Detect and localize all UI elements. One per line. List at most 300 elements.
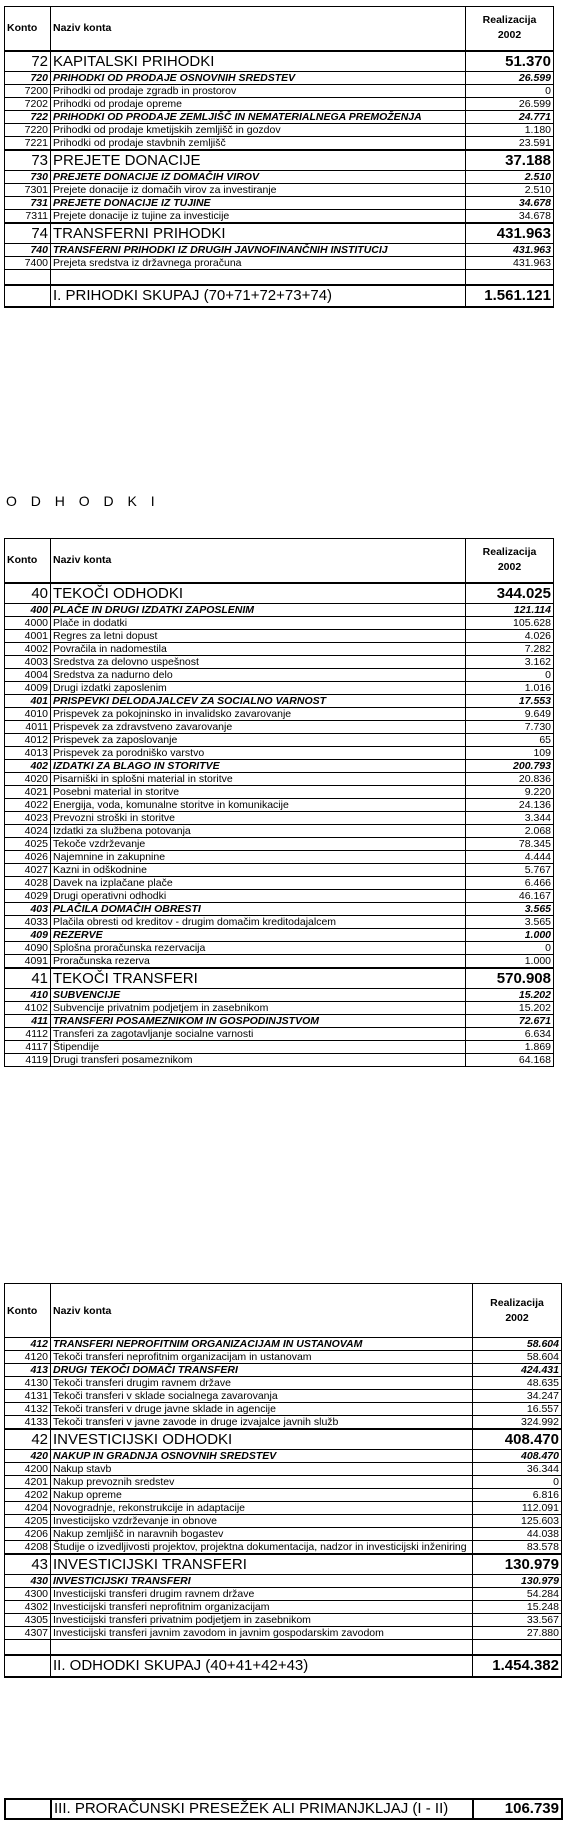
konto-cell: 4026 [5,850,51,863]
value-cell: 3.565 [466,902,554,915]
table-row [5,51,554,72]
table-row [5,183,554,196]
header-konto: Konto [5,7,51,51]
value-cell: 0 [466,84,554,97]
naziv-cell: TRANSFERNI PRIHODKI IZ DRUGIH JAVNOFINANČNIH INSTITUCIJ [51,243,466,256]
value-cell: 0 [473,1476,562,1489]
table-row [5,1627,562,1640]
konto-cell: 4117 [5,1040,51,1053]
table-row [5,889,554,902]
table-row [5,629,554,642]
value-cell: 26.599 [466,71,554,84]
konto-cell: 722 [5,110,51,123]
table-row [5,1014,554,1027]
naziv-cell: Drugi transferi posameznikom [51,1053,466,1066]
naziv-cell: Nakup stavb [51,1463,473,1476]
table-row [5,97,554,110]
konto-cell: 4208 [5,1541,51,1555]
value-cell: 17.553 [466,694,554,707]
naziv-cell: KAPITALSKI PRIHODKI [51,51,466,72]
konto-cell: 4013 [5,746,51,759]
konto-cell: 7301 [5,183,51,196]
value-cell: 7.730 [466,720,554,733]
konto-cell: 4119 [5,1053,51,1066]
konto-cell: 410 [5,988,51,1001]
naziv-cell: Tekoči transferi drugim ravnem države [51,1377,473,1390]
konto-cell: 4024 [5,824,51,837]
naziv-cell: Investicijski transferi neprofitnim organizacijam [51,1601,473,1614]
value-cell: 48.635 [473,1377,562,1390]
value-cell: 4.444 [466,850,554,863]
naziv-cell: PREJETE DONACIJE IZ TUJINE [51,196,466,209]
value-cell: 78.345 [466,837,554,850]
naziv-cell: Proračunska rezerva [51,954,466,968]
header-realizacija-line2: 2002 [505,1311,529,1324]
value-cell: 431.963 [466,243,554,256]
naziv-cell: TRANSFERI NEPROFITNIM ORGANIZACIJAM IN USTANOVAM [51,1338,473,1351]
table-row [5,707,554,720]
expenditure-table-continued [4,1283,562,1678]
konto-cell: 4010 [5,707,51,720]
value-cell: 109 [466,746,554,759]
konto-cell: 4112 [5,1027,51,1040]
value-cell: 83.578 [473,1541,562,1555]
konto-cell: 4025 [5,837,51,850]
naziv-cell: Sredstva za nadurno delo [51,668,466,681]
value-cell: 3.344 [466,811,554,824]
table-row [5,1489,562,1502]
naziv-cell: Nakup prevoznih sredstev [51,1476,473,1489]
value-cell: 44.038 [473,1528,562,1541]
konto-cell: 42 [5,1429,51,1450]
konto-cell: 409 [5,928,51,941]
value-cell: 112.091 [473,1502,562,1515]
konto-cell: 4090 [5,941,51,954]
spacer-cell [473,1640,562,1656]
table-row [5,136,554,150]
naziv-cell: Kazni in odškodnine [51,863,466,876]
naziv-cell: Prihodki od prodaje stavbnih zemljišč [51,136,466,150]
value-cell: 0 [466,668,554,681]
table-row [5,988,554,1001]
naziv-cell: NAKUP IN GRADNJA OSNOVNIH SREDSTEV [51,1450,473,1463]
value-cell: 20.836 [466,772,554,785]
value-cell: 6.634 [466,1027,554,1040]
total-value: 1.561.121 [466,285,554,307]
konto-cell: 4012 [5,733,51,746]
konto-cell: 403 [5,902,51,915]
table-row [5,824,554,837]
surplus-row [5,1799,562,1819]
naziv-cell: PRIHODKI OD PRODAJE ZEMLJIŠČ IN NEMATERIALNEGA PREMOŽENJA [51,110,466,123]
table-row [5,642,554,655]
konto-cell: 401 [5,694,51,707]
naziv-cell: Izdatki za službena potovanja [51,824,466,837]
konto-cell: 4200 [5,1463,51,1476]
value-cell: 58.604 [473,1338,562,1351]
table-row [5,243,554,256]
naziv-cell: INVESTICIJSKI ODHODKI [51,1429,473,1450]
value-cell: 72.671 [466,1014,554,1027]
table-row [5,941,554,954]
value-cell: 105.628 [466,616,554,629]
value-cell: 37.188 [466,150,554,171]
value-cell: 26.599 [466,97,554,110]
konto-cell: 420 [5,1450,51,1463]
revenue-table [4,6,554,308]
naziv-cell: Nakup opreme [51,1489,473,1502]
naziv-cell: Prispevek za porodniško varstvo [51,746,466,759]
konto-cell: 4131 [5,1390,51,1403]
header-realizacija-line1: Realizacija [490,1296,544,1309]
konto-cell: 4130 [5,1377,51,1390]
konto-cell: 7221 [5,136,51,150]
table-row [5,170,554,183]
naziv-cell: TRANSFERNI PRIHODKI [51,223,466,244]
value-cell: 3.162 [466,655,554,668]
value-cell: 125.603 [473,1515,562,1528]
table-row [5,1554,562,1575]
table-row [5,720,554,733]
konto-cell: 74 [5,223,51,244]
value-cell: 4.026 [466,629,554,642]
table-row [5,1403,562,1416]
table-row [5,1528,562,1541]
table-row [5,1053,554,1066]
value-cell: 0 [466,941,554,954]
value-cell: 121.114 [466,603,554,616]
value-cell: 24.771 [466,110,554,123]
table-row [5,915,554,928]
table-row [5,209,554,223]
naziv-cell: Investicijsko vzdrževanje in obnove [51,1515,473,1528]
konto-cell: 7202 [5,97,51,110]
table-row [5,1027,554,1040]
naziv-cell: Investicijski transferi drugim ravnem države [51,1588,473,1601]
header-row [5,1284,562,1338]
konto-cell: 4000 [5,616,51,629]
value-cell: 27.880 [473,1627,562,1640]
naziv-cell: TRANSFERI POSAMEZNIKOM IN GOSPODINJSTVOM [51,1014,466,1027]
naziv-cell: Drugi izdatki zaposlenim [51,681,466,694]
konto-cell: 73 [5,150,51,171]
value-cell: 9.220 [466,785,554,798]
header-realizacija-line1: Realizacija [482,546,537,559]
konto-cell: 4305 [5,1614,51,1627]
total-value: 1.454.382 [473,1655,562,1677]
header-row [5,539,554,583]
naziv-cell: IZDATKI ZA BLAGO IN STORITVE [51,759,466,772]
naziv-cell: Davek na izplačane plače [51,876,466,889]
header-naziv: Naziv konta [51,539,466,583]
naziv-cell: Štipendije [51,1040,466,1053]
table-row [5,681,554,694]
naziv-cell: PRIHODKI OD PRODAJE OSNOVNIH SREDSTEV [51,71,466,84]
konto-cell: 413 [5,1364,51,1377]
konto-cell: 4004 [5,668,51,681]
surplus-value: 106.739 [473,1799,562,1819]
header-realizacija [466,539,554,583]
table-row [5,150,554,171]
table-row [5,583,554,604]
konto-cell: 4102 [5,1001,51,1014]
value-cell: 431.963 [466,256,554,269]
table-row [5,811,554,824]
header-realizacija-line1: Realizacija [482,14,537,27]
konto-cell: 4029 [5,889,51,902]
value-cell: 16.557 [473,1403,562,1416]
value-cell: 33.567 [473,1614,562,1627]
table-row [5,954,554,968]
naziv-cell: TEKOČI TRANSFERI [51,968,466,989]
table-row [5,655,554,668]
total-row [5,285,554,307]
value-cell: 58.604 [473,1351,562,1364]
header-naziv: Naziv konta [51,7,466,51]
table-row [5,1416,562,1430]
konto-cell: 40 [5,583,51,604]
value-cell: 54.284 [473,1588,562,1601]
table-row [5,785,554,798]
table-row [5,1040,554,1053]
naziv-cell: Drugi operativni odhodki [51,889,466,902]
value-cell: 36.344 [473,1463,562,1476]
value-cell: 2.510 [466,170,554,183]
table-row [5,1614,562,1627]
section-title-odhodki: O D H O D K I [6,493,160,509]
naziv-cell: Sredstva za delovno uspešnost [51,655,466,668]
total-row [5,1655,562,1677]
konto-cell: 7400 [5,256,51,269]
naziv-cell: PLAČILA DOMAČIH OBRESTI [51,902,466,915]
value-cell: 1.000 [466,928,554,941]
table-row [5,71,554,84]
value-cell: 3.565 [466,915,554,928]
table-row [5,223,554,244]
header-realizacija-line2: 2002 [497,29,522,42]
konto-cell: 7311 [5,209,51,223]
table-row [5,694,554,707]
konto-cell: 4023 [5,811,51,824]
value-cell: 570.908 [466,968,554,989]
table-row [5,603,554,616]
naziv-cell: Investicijski transferi privatnim podjetjem in zasebnikom [51,1614,473,1627]
konto-cell: 411 [5,1014,51,1027]
table-row [5,1463,562,1476]
value-cell: 1.180 [466,123,554,136]
value-cell: 51.370 [466,51,554,72]
table-row [5,850,554,863]
naziv-cell: PLAČE IN DRUGI IZDATKI ZAPOSLENIM [51,603,466,616]
konto-cell: 43 [5,1554,51,1575]
naziv-cell: PREJETE DONACIJE [51,150,466,171]
naziv-cell: Tekoči transferi v javne zavode in druge izvajalce javnih služb [51,1416,473,1430]
table-row [5,1502,562,1515]
table-row [5,759,554,772]
konto-cell: 402 [5,759,51,772]
table-row [5,1364,562,1377]
value-cell: 5.767 [466,863,554,876]
value-cell: 34.678 [466,209,554,223]
value-cell: 2.068 [466,824,554,837]
header-konto: Konto [5,1284,51,1338]
naziv-cell: REZERVE [51,928,466,941]
table-row [5,110,554,123]
naziv-cell: Prihodki od prodaje kmetijskih zemljišč in gozdov [51,123,466,136]
naziv-cell: Plače in dodatki [51,616,466,629]
value-cell: 408.470 [473,1429,562,1450]
table-row [5,123,554,136]
table-row [5,256,554,269]
table-row [5,1338,562,1351]
konto-cell: 4027 [5,863,51,876]
naziv-cell: Študije o izvedljivosti projektov, projektna dokumentacija, nadzor in investicijski inženiring [51,1541,473,1555]
konto-cell: 4021 [5,785,51,798]
konto-cell: 4022 [5,798,51,811]
table-row [5,1588,562,1601]
konto-cell: 4300 [5,1588,51,1601]
total-label: II. ODHODKI SKUPAJ (40+41+42+43) [51,1655,473,1677]
konto-cell: 4003 [5,655,51,668]
table-row [5,1601,562,1614]
konto-cell: 72 [5,51,51,72]
naziv-cell: Prispevek za pokojninsko in invalidsko zavarovanje [51,707,466,720]
naziv-cell: Splošna proračunska rezervacija [51,941,466,954]
total-konto [5,285,51,307]
naziv-cell: Plačila obresti od kreditov - drugim domačim kreditodajalcem [51,915,466,928]
value-cell: 1.000 [466,954,554,968]
table-row [5,616,554,629]
spacer-row [5,269,554,285]
naziv-cell: Najemnine in zakupnine [51,850,466,863]
value-cell: 65 [466,733,554,746]
table-row [5,902,554,915]
konto-cell: 4011 [5,720,51,733]
naziv-cell: Prevozni stroški in storitve [51,811,466,824]
konto-cell: 412 [5,1338,51,1351]
table-row [5,1575,562,1588]
konto-cell: 4028 [5,876,51,889]
konto-cell: 4205 [5,1515,51,1528]
value-cell: 130.979 [473,1554,562,1575]
value-cell: 34.247 [473,1390,562,1403]
naziv-cell: Energija, voda, komunalne storitve in komunikacije [51,798,466,811]
spacer-cell [5,269,51,285]
table-row [5,863,554,876]
konto-cell: 400 [5,603,51,616]
table-row [5,668,554,681]
table-row [5,1476,562,1489]
konto-cell: 4132 [5,1403,51,1416]
naziv-cell: Tekoči transferi neprofitnim organizacijam in ustanovam [51,1351,473,1364]
naziv-cell: Prihodki od prodaje opreme [51,97,466,110]
table-row [5,733,554,746]
table-row [5,1541,562,1555]
naziv-cell: Tekoče vzdrževanje [51,837,466,850]
naziv-cell: SUBVENCIJE [51,988,466,1001]
naziv-cell: Transferi za zagotavljanje socialne varnosti [51,1027,466,1040]
spacer-cell [466,269,554,285]
naziv-cell: Posebni material in storitve [51,785,466,798]
table-row [5,876,554,889]
table-row [5,196,554,209]
table-row [5,1515,562,1528]
header-naziv: Naziv konta [51,1284,473,1338]
value-cell: 23.591 [466,136,554,150]
konto-cell: 720 [5,71,51,84]
naziv-cell: Nakup zemljišč in naravnih bogastev [51,1528,473,1541]
table-row [5,928,554,941]
konto-cell: 740 [5,243,51,256]
table-row [5,1450,562,1463]
naziv-cell: TEKOČI ODHODKI [51,583,466,604]
expenditure-table [4,538,554,1067]
konto-cell: 4202 [5,1489,51,1502]
value-cell: 324.992 [473,1416,562,1430]
konto-cell: 4302 [5,1601,51,1614]
konto-cell: 4020 [5,772,51,785]
konto-cell: 4204 [5,1502,51,1515]
value-cell: 200.793 [466,759,554,772]
value-cell: 24.136 [466,798,554,811]
value-cell: 46.167 [466,889,554,902]
naziv-cell: INVESTICIJSKI TRANSFERI [51,1575,473,1588]
header-konto: Konto [5,539,51,583]
table-row [5,772,554,785]
total-konto [5,1655,51,1677]
table-row [5,84,554,97]
naziv-cell: DRUGI TEKOČI DOMAČI TRANSFERI [51,1364,473,1377]
spacer-cell [5,1640,51,1656]
konto-cell: 4133 [5,1416,51,1430]
header-realizacija [466,7,554,51]
naziv-cell: Prispevek za zdravstveno zavarovanje [51,720,466,733]
naziv-cell: Pisarniški in splošni material in storitve [51,772,466,785]
naziv-cell: Tekoči transferi v sklade socialnega zavarovanja [51,1390,473,1403]
value-cell: 15.202 [466,1001,554,1014]
naziv-cell: Prejete donacije iz tujine za investicije [51,209,466,223]
naziv-cell: Regres za letni dopust [51,629,466,642]
value-cell: 6.466 [466,876,554,889]
value-cell: 64.168 [466,1053,554,1066]
header-realizacija [473,1284,562,1338]
konto-cell: 4033 [5,915,51,928]
konto-cell: 4009 [5,681,51,694]
konto-cell: 731 [5,196,51,209]
naziv-cell: Novogradnje, rekonstrukcije in adaptacije [51,1502,473,1515]
surplus-konto [5,1799,51,1819]
spacer-row [5,1640,562,1656]
value-cell: 15.202 [466,988,554,1001]
surplus-label: III. PRORAČUNSKI PRESEŽEK ALI PRIMANJKLJAJ (I - II) [51,1799,473,1819]
konto-cell: 7200 [5,84,51,97]
konto-cell: 4307 [5,1627,51,1640]
table-row [5,1429,562,1450]
naziv-cell: Prispevek za zaposlovanje [51,733,466,746]
konto-cell: 4001 [5,629,51,642]
table-row [5,798,554,811]
naziv-cell: Subvencije privatnim podjetjem in zasebnikom [51,1001,466,1014]
value-cell: 1.016 [466,681,554,694]
naziv-cell: Povračila in nadomestila [51,642,466,655]
konto-cell: 730 [5,170,51,183]
value-cell: 344.025 [466,583,554,604]
naziv-cell: PREJETE DONACIJE IZ DOMAČIH VIROV [51,170,466,183]
konto-cell: 4091 [5,954,51,968]
table-row [5,746,554,759]
value-cell: 424.431 [473,1364,562,1377]
total-label: I. PRIHODKI SKUPAJ (70+71+72+73+74) [51,285,466,307]
